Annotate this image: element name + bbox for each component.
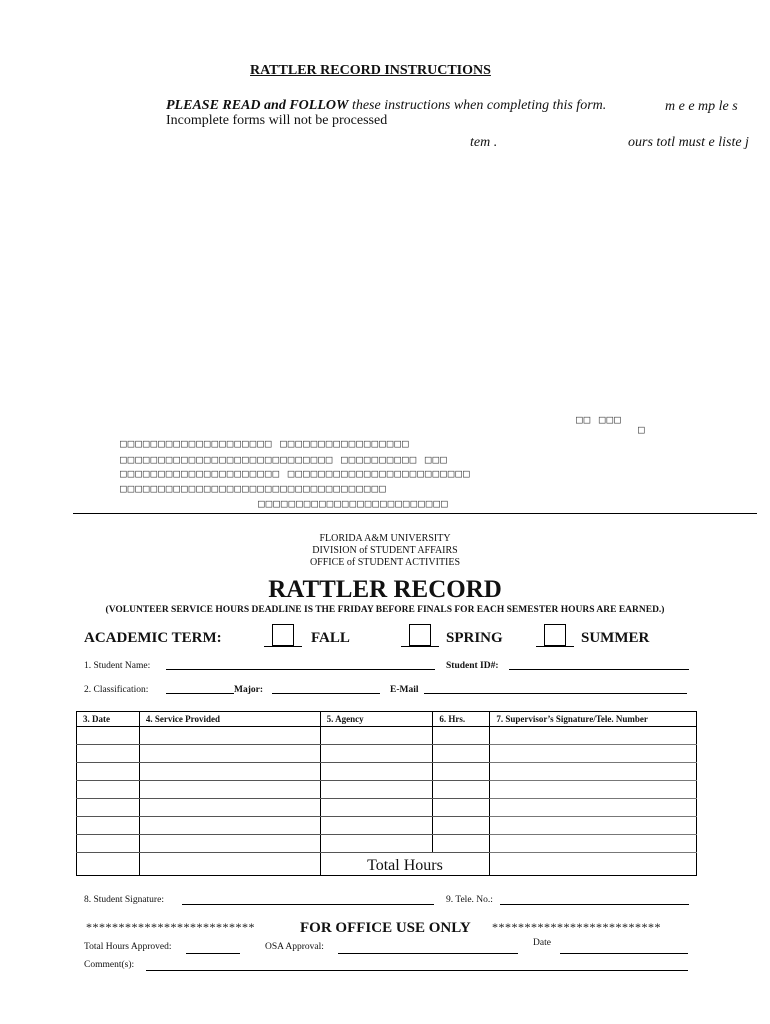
garbled-text-row: □□□□□□□□□□□□□□□□□□□□□□□□□□□□□□□□□□□ xyxy=(120,482,387,495)
agency-cell[interactable] xyxy=(320,745,433,763)
summer-checkbox[interactable] xyxy=(544,624,566,646)
classification-field[interactable] xyxy=(166,693,234,694)
service-cell[interactable] xyxy=(139,763,320,781)
total-hours-approved-label: Total Hours Approved: xyxy=(84,942,172,952)
hours-cell[interactable] xyxy=(433,727,490,745)
supervisor-cell[interactable] xyxy=(490,745,697,763)
date-cell[interactable] xyxy=(77,781,140,799)
stars-right: ************************** xyxy=(492,920,661,934)
garbled-text-row: □□ □□□ xyxy=(576,413,622,426)
total-hours-label: Total Hours xyxy=(320,853,490,876)
garbled-text-row: □□□□□□□□□□□□□□□□□□□□ □□□□□□□□□□□□□□□□□ xyxy=(120,437,410,450)
table-row xyxy=(77,817,697,835)
comments-label: Comment(s): xyxy=(84,960,135,970)
agency-cell[interactable] xyxy=(320,763,433,781)
date-cell[interactable] xyxy=(77,763,140,781)
garbled-text-row: □□□□□□□□□□□□□□□□□□□□□□□□□□□□ □□□□□□□□□□ □□□ xyxy=(120,453,448,466)
stars-left: ************************** xyxy=(86,920,255,934)
spring-checkbox[interactable] xyxy=(409,624,431,646)
service-cell[interactable] xyxy=(139,835,320,853)
spring-label: SPRING xyxy=(446,630,503,646)
date-cell[interactable] xyxy=(77,817,140,835)
table-row xyxy=(77,835,697,853)
service-cell[interactable] xyxy=(139,745,320,763)
major-label: Major: xyxy=(234,685,264,695)
instructions-lead-rest: these instructions when completing this form. xyxy=(351,98,607,113)
hours-cell[interactable] xyxy=(433,835,490,853)
deadline-notice: (VOLUNTEER SERVICE HOURS DEADLINE IS THE FRIDAY BEFORE FINALS FOR EACH SEMESTER HOURS ARE EARNED.) xyxy=(105,605,665,615)
fall-label: FALL xyxy=(311,630,350,646)
service-log-rows xyxy=(77,727,697,876)
office-name: OFFICE of STUDENT ACTIVITIES xyxy=(309,557,461,568)
garbled-text-row: □□□□□□□□□□□□□□□□□□□□□□□□□ xyxy=(258,497,449,510)
table-row xyxy=(77,745,697,763)
major-field[interactable] xyxy=(272,693,380,694)
instructions-title: RATTLER RECORD INSTRUCTIONS xyxy=(250,63,491,78)
total-row xyxy=(77,853,697,876)
form-title: RATTLER RECORD xyxy=(268,576,502,603)
total-hours-approved-field[interactable] xyxy=(186,953,240,954)
total-hours-value[interactable] xyxy=(490,853,697,876)
agency-column-header: 5. Agency xyxy=(320,712,433,727)
date-cell[interactable] xyxy=(77,727,140,745)
agency-cell[interactable] xyxy=(320,727,433,745)
table-row xyxy=(77,799,697,817)
service-cell[interactable] xyxy=(139,781,320,799)
agency-cell[interactable] xyxy=(320,817,433,835)
hours-cell[interactable] xyxy=(433,781,490,799)
osa-approval-field[interactable] xyxy=(338,953,518,954)
date-cell[interactable] xyxy=(77,745,140,763)
university-name: FLORIDA A&M UNIVERSITY xyxy=(319,533,451,544)
summer-label: SUMMER xyxy=(581,630,650,646)
service-log-table xyxy=(76,711,697,876)
fall-checkbox-underline xyxy=(264,646,302,647)
date-field[interactable] xyxy=(560,953,688,954)
hours-cell[interactable] xyxy=(433,745,490,763)
service-cell[interactable] xyxy=(139,817,320,835)
supervisor-cell[interactable] xyxy=(490,727,697,745)
service-column-header: 4. Service Provided xyxy=(139,712,320,727)
instructions-fragment-right: m e e mp le s xyxy=(665,99,738,114)
tele-label: 9. Tele. No.: xyxy=(446,895,493,905)
osa-approval-label: OSA Approval: xyxy=(265,942,324,952)
table-row xyxy=(77,727,697,745)
agency-cell[interactable] xyxy=(320,781,433,799)
student-signature-field[interactable] xyxy=(182,904,434,905)
hours-cell[interactable] xyxy=(433,817,490,835)
student-name-field[interactable] xyxy=(166,669,435,670)
student-name-label: 1. Student Name: xyxy=(84,661,151,671)
classification-label: 2. Classification: xyxy=(84,685,149,695)
instructions-fragment-tem: tem . xyxy=(470,135,498,150)
summer-checkbox-underline xyxy=(536,646,574,647)
supervisor-cell[interactable] xyxy=(490,799,697,817)
student-id-field[interactable] xyxy=(509,669,689,670)
spring-checkbox-underline xyxy=(401,646,439,647)
division-name: DIVISION of STUDENT AFFAIRS xyxy=(312,545,458,556)
section-divider xyxy=(73,513,757,514)
supervisor-cell[interactable] xyxy=(490,817,697,835)
date-cell[interactable] xyxy=(77,835,140,853)
instructions-line-2: Incomplete forms will not be processed xyxy=(166,113,388,128)
supervisor-cell[interactable] xyxy=(490,835,697,853)
supervisor-cell[interactable] xyxy=(490,763,697,781)
supervisor-cell[interactable] xyxy=(490,781,697,799)
date-column-header: 3. Date xyxy=(77,712,140,727)
hours-cell[interactable] xyxy=(433,763,490,781)
hours-cell[interactable] xyxy=(433,799,490,817)
comments-field[interactable] xyxy=(146,970,688,971)
garbled-text-row: □□□□□□□□□□□□□□□□□□□□□ □□□□□□□□□□□□□□□□□□□□□□□□ xyxy=(120,467,471,480)
office-use-label: FOR OFFICE USE ONLY xyxy=(300,920,471,936)
agency-cell[interactable] xyxy=(320,835,433,853)
fall-checkbox[interactable] xyxy=(272,624,294,646)
email-label: E-Mail xyxy=(390,685,419,695)
email-field[interactable] xyxy=(424,693,687,694)
table-row xyxy=(77,781,697,799)
service-cell[interactable] xyxy=(139,799,320,817)
supervisor-column-header: 7. Supervisor’s Signature/Tele. Number xyxy=(490,712,697,727)
date-label: Date xyxy=(533,938,551,948)
hours-column-header: 6. Hrs. xyxy=(433,712,490,727)
service-cell[interactable] xyxy=(139,727,320,745)
garbled-text-row: □ xyxy=(638,423,646,436)
academic-term-label: ACADEMIC TERM: xyxy=(84,630,222,646)
student-id-label: Student ID#: xyxy=(446,661,499,671)
instructions-lead xyxy=(166,98,606,114)
date-cell[interactable] xyxy=(77,799,140,817)
agency-cell[interactable] xyxy=(320,799,433,817)
table-row xyxy=(77,763,697,781)
tele-field[interactable] xyxy=(500,904,689,905)
instructions-fragment-hours: ours totl must e liste j xyxy=(628,135,749,150)
student-signature-label: 8. Student Signature: xyxy=(84,895,164,905)
instructions-lead-bold: PLEASE READ and FOLLOW xyxy=(166,98,349,113)
